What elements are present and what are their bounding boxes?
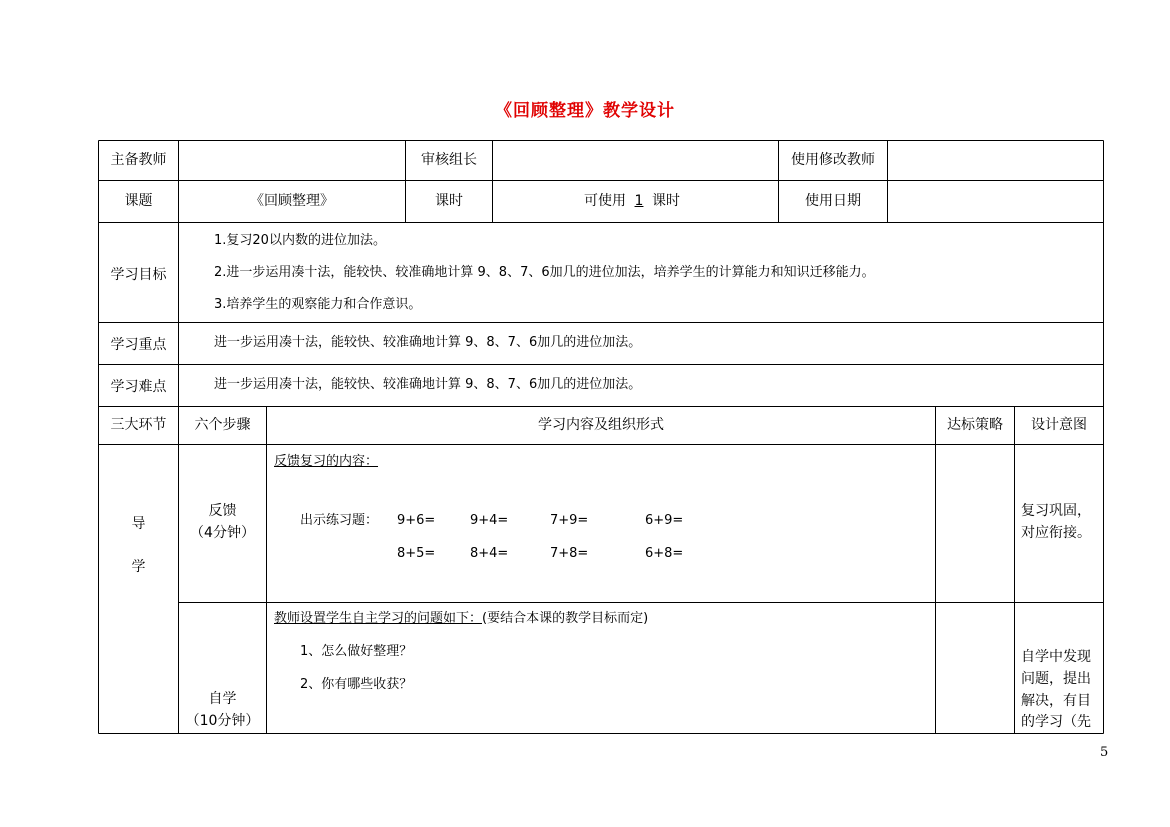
value-periods xyxy=(584,192,680,210)
step2-question-2: 2、你有哪些收获？ xyxy=(300,677,413,692)
document-title: 《回顾整理》教学设计 xyxy=(495,101,675,121)
label-periods: 课时 xyxy=(435,193,463,209)
step1-heading: 反馈复习的内容： xyxy=(274,454,379,469)
exercise-1: 9+6= xyxy=(397,513,436,528)
step2-heading xyxy=(274,610,648,628)
step2-intent-line2: 问题，提出 xyxy=(1021,671,1091,687)
exercise-8: 6+8= xyxy=(645,546,684,561)
periods-prefix: 可使用 xyxy=(584,193,626,209)
exercise-3: 7+9= xyxy=(550,513,589,528)
stage-char-1: 导 xyxy=(131,516,146,532)
difficulty-text: 进一步运用凑十法，能较快、较准确地计算 9、8、7、6加几的进位加法。 xyxy=(214,377,642,392)
exercise-6: 8+4= xyxy=(470,546,509,561)
label-focus: 学习重点 xyxy=(110,337,167,353)
label-use-date: 使用日期 xyxy=(805,193,861,209)
step2-name: 自学 xyxy=(208,691,237,707)
step2-question-1: 1、怎么做好整理？ xyxy=(300,644,413,659)
exercise-label: 出示练习题： xyxy=(300,513,379,528)
goal-item-1: 1.复习20以内数的进位加法。 xyxy=(214,233,386,248)
periods-suffix: 课时 xyxy=(652,193,680,209)
step2-heading-underlined: 教师设置学生自主学习的问题如下： xyxy=(274,611,483,626)
col-header-stages: 三大环节 xyxy=(110,417,167,433)
exercise-5: 8+5= xyxy=(397,546,436,561)
value-topic: 《回顾整理》 xyxy=(250,193,334,209)
goal-item-3: 3.培养学生的观察能力和合作意识。 xyxy=(214,297,422,312)
step1-intent-line1: 复习巩固， xyxy=(1021,503,1091,519)
exercise-7: 7+8= xyxy=(550,546,589,561)
stage-char-2: 学 xyxy=(131,559,146,575)
label-editor-teacher: 使用修改教师 xyxy=(791,152,875,168)
label-difficulty: 学习难点 xyxy=(110,379,167,395)
step2-heading-note: (要结合本课的教学目标而定) xyxy=(482,611,649,626)
label-lead-teacher: 主备教师 xyxy=(110,152,167,168)
step2-intent-line3: 解决，有目 xyxy=(1021,693,1091,709)
step1-name: 反馈 xyxy=(208,503,237,519)
step1-time: （4分钟） xyxy=(190,525,255,541)
periods-number: 1 xyxy=(634,193,644,209)
col-header-steps: 六个步骤 xyxy=(194,417,251,433)
step2-time: （10分钟） xyxy=(185,713,260,729)
focus-text: 进一步运用凑十法，能较快、较准确地计算 9、8、7、6加几的进位加法。 xyxy=(214,335,642,350)
col-header-intent: 设计意图 xyxy=(1031,417,1087,433)
label-topic: 课题 xyxy=(124,193,153,209)
label-goals: 学习目标 xyxy=(110,267,167,283)
goal-item-2: 2.进一步运用凑十法，能较快、较准确地计算 9、8、7、6加几的进位加法，培养学生的计算能力和知识迁移能力。 xyxy=(214,265,875,280)
page-number: 5 xyxy=(1100,745,1109,760)
col-header-content: 学习内容及组织形式 xyxy=(538,417,664,433)
step2-intent-line1: 自学中发现 xyxy=(1021,649,1091,665)
step2-intent-line4: 的学习（先 xyxy=(1021,714,1091,730)
exercise-4: 6+9= xyxy=(645,513,684,528)
col-header-strategy: 达标策略 xyxy=(947,417,1003,433)
step1-intent-line2: 对应衔接。 xyxy=(1021,525,1091,541)
label-reviewer: 审核组长 xyxy=(421,152,477,168)
exercise-2: 9+4= xyxy=(470,513,509,528)
